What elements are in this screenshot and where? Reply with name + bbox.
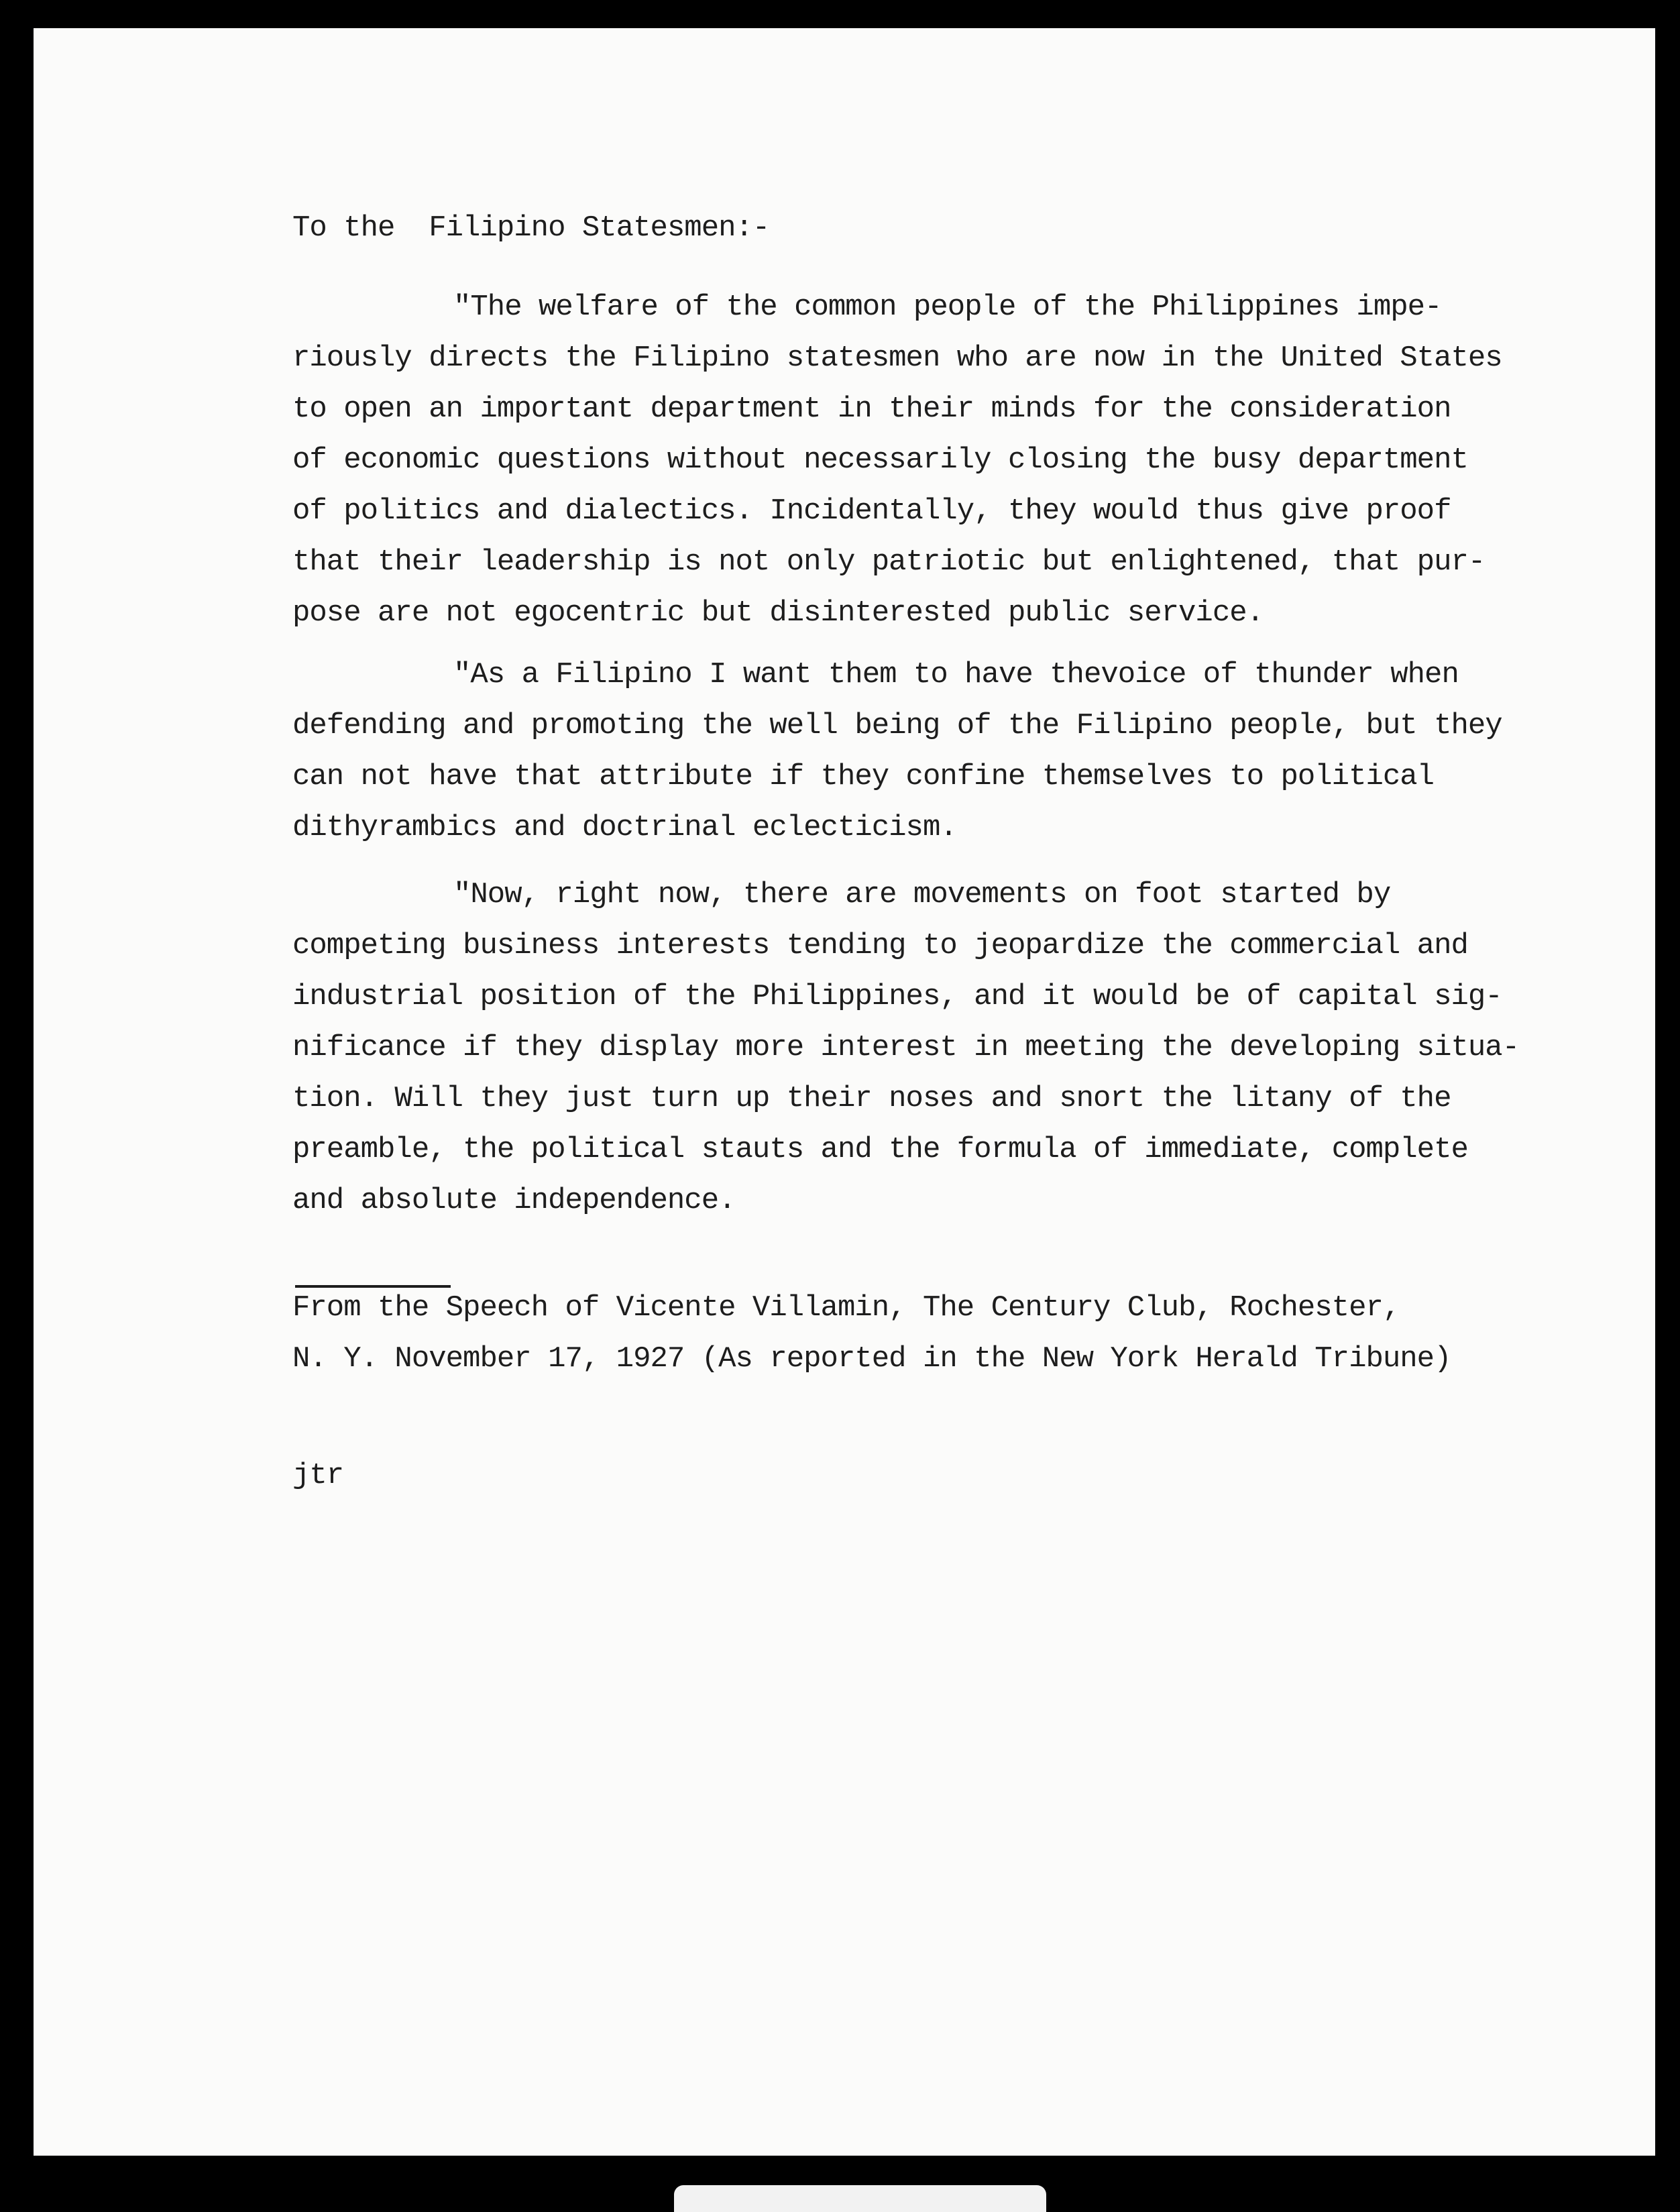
- paragraph-2-text: "As a Filipino I want them to have thevoice of thunder when defending and promoting the well being of the Filipino people, but they can not have that attribute if they confine themselves to political dithyrambics and doctrinal eclecticism.: [292, 658, 1502, 844]
- scanner-tab: [674, 2185, 1046, 2212]
- paragraph-3: [292, 869, 1520, 1226]
- salutation: To the Filipino Statesmen:-: [292, 211, 770, 245]
- paragraph-1: [292, 282, 1520, 639]
- typist-initials: jtr: [292, 1459, 344, 1492]
- source-citation: From the Speech of Vicente Villamin, The Century Club, Rochester, N. Y. November 17, 1927 (As reported in the New York Herald Tribune): [292, 1291, 1451, 1376]
- paragraph-2: [292, 649, 1520, 853]
- paragraph-3-text: "Now, right now, there are movements on foot started by competing business interests tending to jeopardize the commercial and industrial position of the Philippines, and it would be of capital sig- nificance if they display more interest in meeting the developing situa- tion. Will they just turn up their noses and snort the litany of the preamble, the political stauts and the formula of immediate, complete and absolute independence.: [292, 878, 1520, 1217]
- paragraph-1-text: "The welfare of the common people of the Philippines impe- riously directs the Filipino statesmen who are now in the United States to open an important department in their minds for the consideration of economic questions without necessarily closing the busy department of politics and dialectics. Incidentally, they would thus give proof that their leadership is not only patriotic but enlightened, that pur- pose are not egocentric but disinterested public service.: [292, 290, 1502, 630]
